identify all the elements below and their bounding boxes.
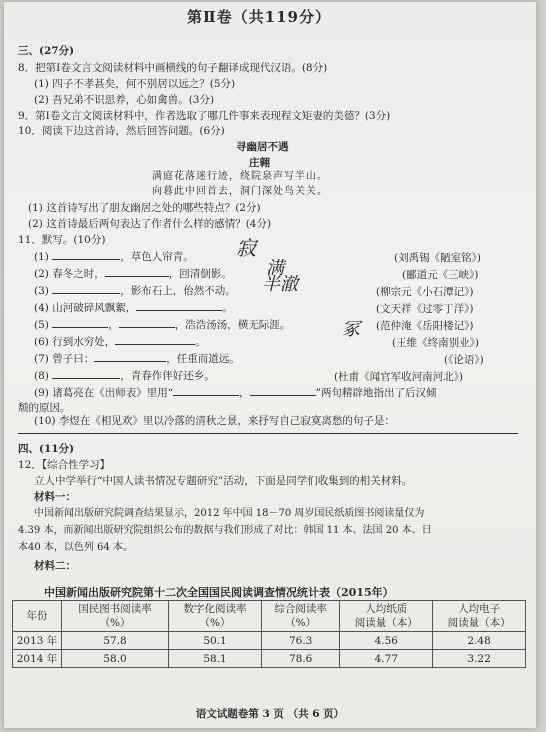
recitation-4-source: (文天祥《过零丁洋》) — [376, 303, 474, 315]
row-2-book-reading-rate: 58.0 — [62, 650, 169, 668]
question-12: 12．【综合性学习】 — [18, 459, 111, 471]
exam-page — [4, 2, 536, 728]
row-1-digital-reading-rate: 50.1 — [169, 632, 262, 650]
recitation-2-text: ，回清倒影。 — [168, 268, 232, 280]
header-book-reading-rate: 国民图书阅读率 （%） — [62, 601, 169, 632]
page-footer: 语文试题卷第 3 页 （共 6 页） — [195, 708, 345, 720]
recitation-9-text-b: ， — [239, 387, 250, 399]
header-ebooks-per-capita: 人均电子 阅读量（本） — [433, 601, 526, 632]
recitation-1-prefix: (1) — [34, 251, 49, 263]
material-1-line-2: 4.39 本，而新闻出版研究院组织公布的数据与我们形成了对比：韩国 11 本、法国 20 本、日 — [18, 525, 432, 536]
row-2-ebooks: 3.22 — [433, 650, 526, 668]
handwritten-answer-4: 冢 — [342, 319, 360, 340]
recitation-6-source: (王维《终南别业》) — [392, 337, 479, 349]
recitation-8 — [34, 368, 215, 383]
recitation-6-blank[interactable] — [115, 334, 195, 345]
recitation-7-prefix: (7) 曾子曰： — [34, 353, 95, 365]
header-year: 年份 — [13, 601, 62, 632]
question-10-part-2: (2) 这首诗最后两句表达了作者什么样的感情？(4分) — [28, 218, 272, 230]
question-10-part-1: (1) 这首诗写出了朋友幽居之处的哪些特点？(2分) — [28, 202, 261, 214]
recitation-6-prefix: (6) 行到水穷处， — [34, 336, 116, 348]
row-2-year: 2014 年 — [13, 650, 62, 668]
recitation-9-blank-b[interactable] — [250, 385, 316, 396]
recitation-9-text-c: ”两句精辟地指出了后汉倾 — [315, 387, 437, 399]
recitation-5-source: (范仲淹《岳阳楼记》) — [376, 320, 474, 332]
poem-author: 庄翱 — [249, 157, 270, 169]
recitation-9 — [34, 385, 436, 400]
page-title: 第Ⅱ卷（共119分） — [187, 8, 331, 26]
row-2-paper-books: 4.77 — [340, 650, 433, 668]
poem-line-2: 向暮此中回首去，洞门深处鸟关关。 — [152, 186, 328, 197]
table-row — [13, 632, 526, 650]
recitation-2 — [34, 266, 232, 281]
table-header-row — [13, 601, 526, 632]
recitation-7-blank[interactable] — [94, 351, 166, 362]
recitation-8-source: (杜甫《闻官军收河南河北》) — [334, 371, 463, 383]
handwritten-answer-2: 满 — [266, 258, 284, 279]
recitation-6-text: 。 — [195, 336, 206, 348]
recitation-8-text: ，青春作伴好还乡。 — [120, 370, 215, 382]
section-4-heading: 四、(11分) — [18, 443, 75, 455]
recitation-3-source: (柳宗元《小石潭记》) — [376, 286, 474, 298]
material-1-line-1: 中国新闻出版研究院调查结果显示，2012 年中国 18－70 周岁国民纸质图书阅读量仅为 — [34, 508, 425, 519]
table-row — [13, 650, 526, 668]
row-1-book-reading-rate: 57.8 — [62, 632, 169, 650]
recitation-2-prefix: (2) 春冬之时， — [34, 268, 105, 280]
recitation-3-text: ，影布石上，佁然不动。 — [120, 285, 236, 297]
question-9: 9．第Ⅰ卷文言文阅读材料中，作者选取了哪几件事来表现程文矩妻的美德？(3分) — [18, 110, 391, 122]
recitation-3-blank[interactable] — [52, 283, 120, 294]
question-10: 10．阅读下边这首诗，然后回答问题。(6分) — [18, 125, 225, 137]
header-paper-books-per-capita: 人均纸质 阅读量（本） — [340, 601, 433, 632]
recitation-5-blank-a[interactable] — [52, 317, 108, 328]
row-1-overall-reading-rate: 76.3 — [261, 632, 339, 650]
recitation-10: (10) 李煜在《相见欢》里以冷落的清秋之景，来抒写自己寂寞离愁的句子是： — [34, 415, 395, 427]
recitation-1-text: ，草色人帘青。 — [120, 251, 194, 263]
row-1-ebooks: 2.48 — [433, 632, 526, 650]
recitation-4-text: 。 — [222, 302, 233, 314]
question-8: 8．把第Ⅰ卷文言文阅读材料中画横线的句子翻译成现代汉语。(8分) — [18, 62, 328, 74]
table-title: 中国新闻出版研究院第十二次全国国民阅读调查情况统计表（2015年） — [44, 586, 394, 599]
header-overall-reading-rate: 综合阅读率 （%） — [261, 601, 339, 632]
recitation-1-blank[interactable] — [52, 249, 120, 260]
recitation-2-source: (郦道元《三峡》) — [402, 269, 479, 281]
recitation-1-source: (刘禹锡《陋室铭》) — [394, 252, 481, 264]
recitation-5: (5) ， ，浩浩汤汤，横无际涯。 — [34, 319, 291, 331]
header-digital-reading-rate: 数字化阅读率 （%） — [169, 601, 262, 632]
handwritten-answer-1: 寂 — [236, 236, 256, 260]
recitation-9-continued: 颓的原因。 — [18, 402, 71, 414]
recitation-4 — [34, 300, 233, 315]
row-1-year: 2013 年 — [13, 632, 62, 650]
section-3-heading: 三、(27分) — [18, 45, 75, 57]
material-1-label: 材料一： — [34, 491, 76, 503]
row-1-paper-books: 4.56 — [340, 632, 433, 650]
question-12-intro: 立人中学举行“中国人读书情况专题研究”活动，下面是同学们收集到的相关材料。 — [34, 475, 413, 487]
recitation-9-blank-a[interactable] — [173, 385, 239, 396]
material-1-line-3: 本40 本，以色列 64 本。 — [18, 542, 133, 553]
recitation-1 — [34, 249, 194, 264]
recitation-5-prefix: (5) — [34, 319, 49, 331]
recitation-8-prefix: (8) — [34, 370, 49, 382]
material-2-label: 材料二： — [34, 560, 76, 572]
recitation-7-source: (《论语》) — [444, 354, 484, 366]
row-2-digital-reading-rate: 58.1 — [169, 650, 262, 668]
recitation-3 — [34, 283, 236, 298]
recitation-2-blank[interactable] — [105, 266, 169, 277]
handwritten-answer-3: 半澈 — [262, 274, 298, 295]
recitation-10-answer-line[interactable] — [18, 433, 518, 434]
recitation-4-blank[interactable] — [136, 300, 222, 311]
recitation-8-blank[interactable] — [52, 368, 120, 379]
question-11: 11．默写。(10分) — [18, 234, 106, 246]
recitation-5-text: ，浩浩汤汤，横无际涯。 — [174, 319, 291, 331]
recitation-7 — [34, 351, 240, 366]
recitation-4-prefix: (4) 山河破碎风飘絮， — [34, 302, 137, 314]
poem-title: 寻幽居不遇 — [236, 141, 289, 153]
row-2-overall-reading-rate: 78.6 — [261, 650, 339, 668]
recitation-7-text: ，任重而道远。 — [166, 353, 240, 365]
recitation-6 — [34, 334, 206, 349]
poem-line-1: 满庭花落迷行迹，绕院泉声写半山。 — [152, 171, 328, 182]
question-8-part-2: (2) 吾兄弟不识思养，心如禽兽。(3分) — [34, 94, 215, 106]
recitation-3-prefix: (3) — [34, 285, 49, 297]
recitation-5-blank-b[interactable] — [119, 317, 175, 328]
recitation-9-text-a: (9) 诸葛亮在《出师表》里用“ — [34, 387, 174, 399]
reading-survey-table — [12, 600, 526, 668]
question-8-part-1: (1) 四子不孝甚矣，何不别居以远之？(5分) — [34, 78, 236, 90]
